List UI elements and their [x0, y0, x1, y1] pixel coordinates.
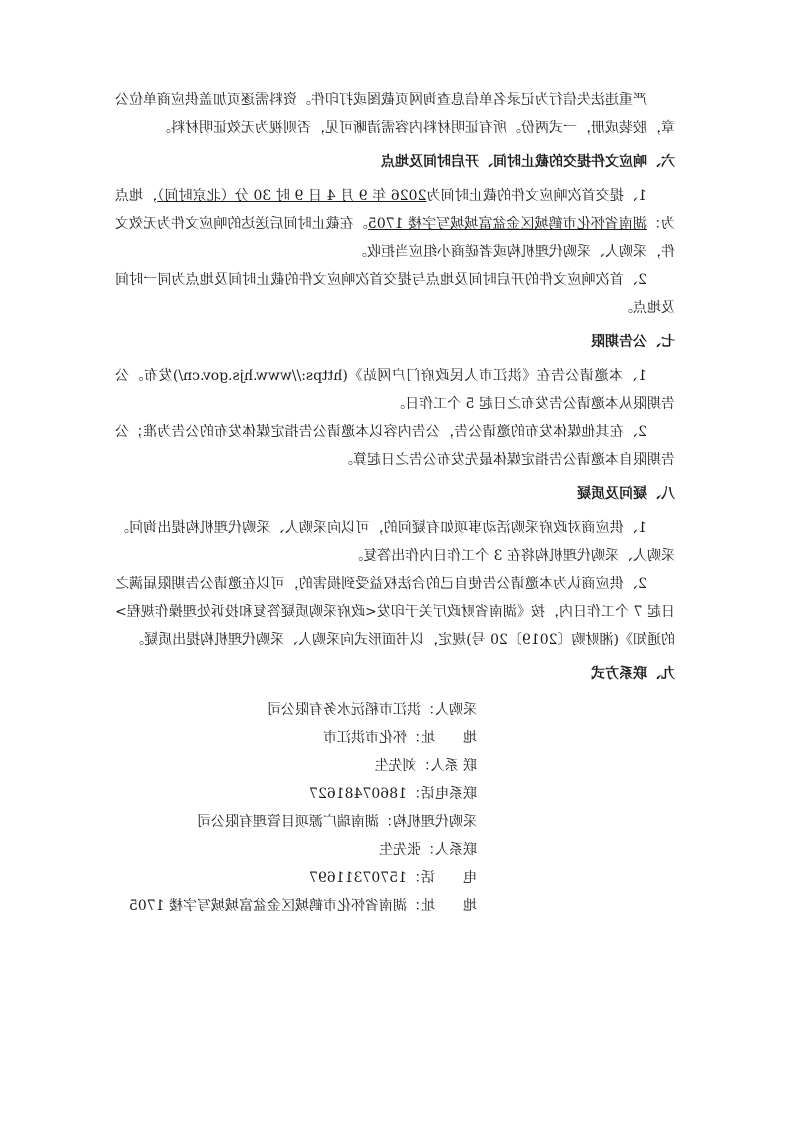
contact-value: 15707311697: [309, 870, 407, 886]
section-6-heading: 六、响应文件提交的截止时间、开启时间及地点: [381, 154, 675, 170]
contact-value: 洪江市稻沅水务有限公司: [267, 702, 421, 718]
contact-key: 采购人：: [421, 702, 477, 718]
contact-key: 采购代理机构：: [379, 814, 477, 830]
contact-row: [115, 892, 477, 920]
section-8-paragraph-1: 1、供应商对政府采购活动事项如有疑问的，可以向采购人、采购代理机构提出询问。采购人、采购代理机构将在 3 个工作日内作出答复。: [115, 520, 675, 564]
contact-row: [115, 864, 477, 892]
contact-value: 18607481627: [309, 786, 407, 802]
contact-key: 联系电话：: [407, 786, 477, 802]
s6-p1-mid: ，地点为：: [115, 188, 675, 232]
contact-value: 刘先生: [374, 758, 417, 774]
contact-value: 湖南瑞广源项目管理有限公司: [197, 814, 379, 830]
document-body: [115, 86, 675, 920]
contact-value: 湖南省怀化市鹤城区金盆富城城写字楼 1705: [128, 898, 407, 914]
contact-value: 怀化市洪江市: [323, 730, 407, 746]
contact-list: [115, 696, 675, 920]
section-8-heading: 八、疑问及质疑: [577, 486, 675, 502]
contact-row: [115, 752, 477, 780]
contact-row: [115, 808, 477, 836]
section-8-paragraph-2: 2、供应商认为本邀请公告使自己的合法权益受到损害的，可以在邀请公告期限届满之日起 7 个工作日内，按《湖南省财政厅关于印发<政府采购质疑答复和投诉处理操作规程>的通知》(湘财购〔2019〕20 号)规定，以书面形式向采购人、采购代理机构提出质疑。: [115, 576, 675, 648]
s6-deadline: 2026 年 9 月 4 日 9 时 30 分（北京时间）: [157, 188, 427, 204]
contact-row: [115, 780, 477, 808]
s6-p1-suffix: 。在截止时间后送达的响应文件为无效文件，采购人、采购代理机构或者磋商小组应当拒收。: [114, 216, 675, 260]
section-6-paragraph-2: 2、首次响应文件的开启时间及地点与提交首次响应文件的截止时间及地点为同一时间及地点。: [115, 272, 675, 316]
contact-row: [115, 724, 477, 752]
contact-key: 联系人：: [421, 842, 477, 858]
contact-row: [115, 836, 477, 864]
intro-paragraph: 严重违法失信行为记录名单信息查询网页截图或打印件。资料需逐页加盖供应商单位公章，胶装成册，一式两份。所有证明材料内容需清晰可见，否则视为无效证明材料。: [115, 92, 675, 136]
s6-place: 湖南省怀化市鹤城区金盆富城城写字楼 1705: [367, 216, 647, 232]
section-7-paragraph-2: 2、在其他媒体发布的邀请公告，公告内容以本邀请公告指定媒体发布的公告为准；公告期限自本邀请公告指定媒体最先发布公告之日起算。: [115, 424, 675, 468]
contact-key: 联 系人：: [416, 758, 477, 774]
section-7-paragraph-1: 1、本邀请公告在《洪江市人民政府门户网站》(https://www.hjs.gov.cn/)发布。公告期限从本邀请公告发布之日起 5 个工作日。: [115, 368, 675, 412]
contact-key: 电 话：: [407, 870, 477, 886]
contact-key: 地 址：: [407, 730, 477, 746]
s6-p1-prefix: 1、提交首次响应文件的截止时间为: [426, 188, 647, 204]
contact-value: 张先生: [379, 842, 421, 858]
contact-key: 地 址：: [407, 898, 477, 914]
contact-row: [115, 696, 477, 724]
section-9-heading: 九、联系方式: [591, 666, 675, 682]
section-6-paragraph-1: [115, 182, 675, 266]
section-7-heading: 七、公告期限: [591, 334, 675, 350]
